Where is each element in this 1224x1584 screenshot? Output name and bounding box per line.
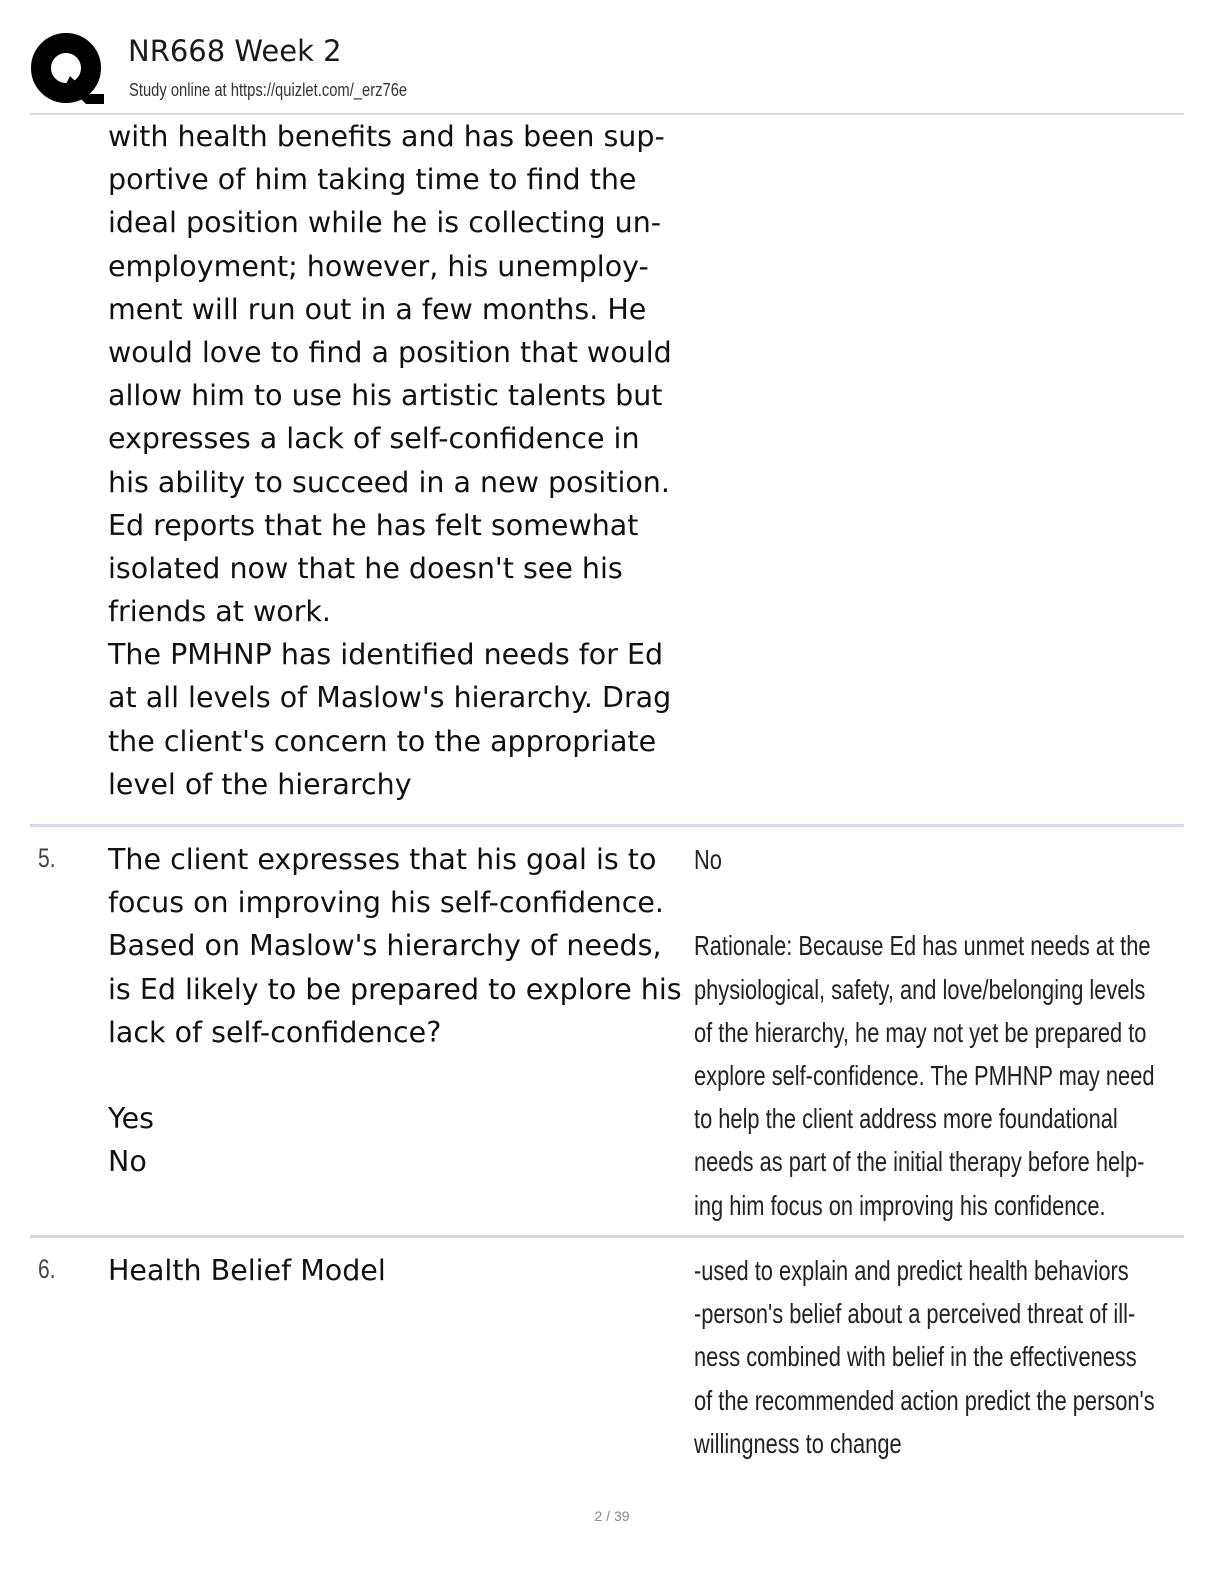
text-line: willingness to change [694,1427,902,1459]
text-line: is Ed likely to be prepared to explore his [108,972,682,1006]
text-line: the client's concern to the appropriate [108,724,657,758]
card-answer [694,1249,1162,1465]
text-line: expresses a lack of self-confidence in [108,422,640,456]
text-line: needs as part of the initial therapy before help- [694,1146,1145,1178]
text-line: ment will run out in a few months. He [108,292,647,326]
answer-option: Yes [108,1102,155,1136]
text-line: of the recommended action predict the person's [694,1384,1155,1416]
text-line: Health Belief Model [108,1254,386,1287]
card-question [108,838,708,1184]
text-line: Ed reports that he has felt somewhat [108,508,639,542]
text-line: ideal position while he is collecting un- [108,206,662,240]
text-line: The PMHNP has identified needs for Ed [108,638,664,672]
text-line: The client expresses that his goal is to [108,843,657,876]
text-line: lack of self-confidence? [108,1015,442,1049]
text-line: would love to find a position that would [108,335,672,369]
text-line: allow him to use his artistic talents but [108,379,663,413]
quizlet-q-logo-icon [30,32,106,106]
text-line: Based on Maslow's hierarchy of needs, [108,929,662,963]
text-line: employment; however, his unemploy- [108,249,649,283]
card-divider [30,1235,1184,1238]
text-line: ness combined with belief in the effectiveness [694,1341,1137,1373]
text-line: portive of him taking time to find the [108,163,637,197]
card-number: 6. [38,1254,56,1284]
text-line: -person's belief about a perceived threat of ill- [694,1298,1136,1330]
card-answer [694,838,1162,1227]
text-line: friends at work. [108,595,331,629]
continued-question-text [108,115,708,806]
text-line: focus on improving his self-confidence. [108,886,664,920]
text-line: -used to explain and predict health behaviors [694,1255,1129,1286]
page-indicator: 2 / 39 [594,1508,630,1524]
card-number: 5. [38,843,56,873]
text-line: physiological, safety, and love/belonging levels [694,973,1146,1005]
study-online-link[interactable]: Study online at https://quizlet.com/_erz76e [129,80,408,100]
text-line: ing him focus on improving his confidence. [694,1189,1106,1221]
text-line: at all levels of Maslow's hierarchy. Drag [108,681,672,715]
text-line: isolated now that he doesn't see his [108,551,623,585]
text-line: to help the client address more foundational [694,1103,1118,1135]
card-question [108,1249,708,1292]
card-divider [30,824,1184,827]
text-line: of the hierarchy, he may not yet be prepared to [694,1016,1147,1048]
answer-option: No [108,1145,147,1179]
deck-title: NR668 Week 2 [128,34,342,68]
text-line: with health benefits and has been sup- [108,120,665,153]
text-line: level of the hierarchy [108,767,412,801]
text-line [108,1054,708,1097]
text-line: Rationale: Because Ed has unmet needs at the [694,930,1151,962]
text-line: No [694,844,722,875]
text-line [694,881,1162,924]
text-line: his ability to succeed in a new position. [108,465,670,499]
text-line: explore self-confidence. The PMHNP may need [694,1059,1155,1091]
